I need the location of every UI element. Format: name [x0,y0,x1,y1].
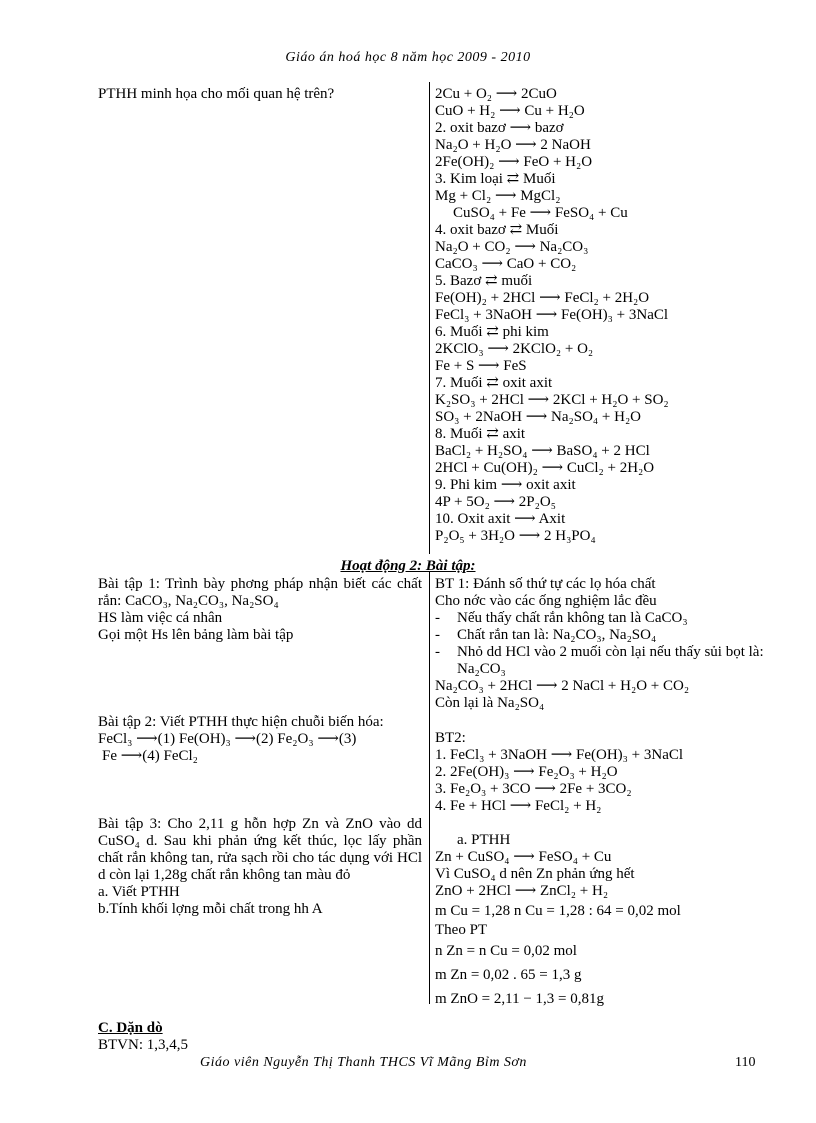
relation-heading: 3. Kim loại ⇄ Muối [435,171,556,187]
relation-heading: 5. Bazơ ⇄ muối [435,273,533,289]
ex3-calc: m Zn = 0,02 . 65 = 1,3 g [435,967,582,983]
ex1-bullet-text: Nhỏ dd HCl vào 2 muối còn lại nếu thấy sủi bọt là: Na₂CO₃ [457,644,764,677]
ex3-left [98,816,422,918]
ex3-equation: ZnO + 2HCl ⟶ ZnCl₂ + H₂ [435,883,609,899]
part1-right [435,86,775,545]
part1-left [98,86,422,103]
equation-line: BaCl₂ + H₂SO₄ ⟶ BaSO₄ + 2 HCl [435,443,650,459]
equation-line: K₂SO₃ + 2HCl ⟶ 2KCl + H₂O + SO₂ [435,392,669,408]
ex3-step: Vì CuSO₄ d nên Zn phản ứng hết [435,866,635,882]
ex1-note: Gọi một Hs lên bảng làm bài tập [98,627,294,643]
part1-question: PTHH minh họa cho mối quan hệ trên? [98,86,335,102]
ex1-bullet: - Nhỏ dd HCl vào 2 muối còn lại nếu thấy sủi bọt là: Na₂CO₃ [435,644,775,678]
ex3-calc: m ZnO = 2,11 − 1,3 = 0,81g [435,991,604,1007]
ex1-bullet: - Chất rắn tan là: Na₂CO₃, Na₂SO₄ [435,627,657,643]
ex1-left [98,576,422,644]
relation-heading: 8. Muối ⇄ axit [435,426,526,442]
ex3-question: Bài tập 3: Cho 2,11 g hỗn hợp Zn và ZnO vào dd CuSO₄ d. Sau khi phản ứng kết thúc, lọc lấy phần chất rắn không tan, rửa sạch rồi cho tác dụng với HCl d còn lại 1,28g chất rắn không tan màu đỏ [98,816,422,883]
relation-heading: 10. Oxit axit ⟶ Axit [435,511,566,527]
ex1-right [435,576,775,712]
column-divider-top [429,82,430,554]
column-divider-bottom [429,572,430,1004]
ex1-bullet-text: Nếu thấy chất rắn không tan là CaCO₃ [457,610,688,626]
ex2-right [435,730,775,815]
equation-line: P₂O₅ + 3H₂O ⟶ 2 H₃PO₄ [435,528,596,544]
ex3-heading: a. PTHH [457,832,511,848]
equation-line: Mg + Cl₂ ⟶ MgCl₂ [435,188,561,204]
ex1-question: Bài tập 1: Trình bày phơng pháp nhận biết các chất rắn: CaCO₃, Na₂CO₃, Na₂SO₄ [98,576,422,609]
homework-title: C. Dặn dò [98,1020,163,1036]
ex1-step: Cho nớc vào các ống nghiệm lắc đều [435,593,657,609]
relation-heading: 2. oxit bazơ ⟶ bazơ [435,120,564,136]
homework-text: BTVN: 1,3,4,5 [98,1037,188,1053]
relation-heading: 7. Muối ⇄ oxit axit [435,375,553,391]
section-title: Hoạt động 2: Bài tập: [340,558,476,574]
relation-heading: 9. Phi kim ⟶ oxit axit [435,477,576,493]
homework-block [98,1020,188,1054]
ex1-bullet: - Nếu thấy chất rắn không tan là CaCO₃ [435,610,688,626]
ex3-step: Theo PT [435,922,488,938]
equation-line: Fe + S ⟶ FeS [435,358,527,374]
ex3-calc: m Cu = 1,28 n Cu = 1,28 : 64 = 0,02 mol [435,903,681,919]
ex1-bullet-text: Chất rắn tan là: Na₂CO₃, Na₂SO₄ [457,627,657,643]
equation-line: 2Fe(OH)₂ ⟶ FeO + H₂O [435,154,593,170]
ex2-left [98,714,422,765]
relation-heading: 4. oxit bazơ ⇄ Muối [435,222,559,238]
ex3-equation: Zn + CuSO₄ ⟶ FeSO₄ + Cu [435,849,612,865]
ex2-chain: Fe ⟶(4) FeCl₂ [102,748,198,764]
equation-line: CaCO₃ ⟶ CaO + CO₂ [435,256,577,272]
equation-line: 2HCl + Cu(OH)₂ ⟶ CuCl₂ + 2H₂O [435,460,655,476]
ex2-heading: BT2: [435,730,466,746]
ex2-equation: 2. 2Fe(OH)₃ ⟶ Fe₂O₃ + H₂O [435,764,618,780]
ex2-chain: FeCl₃ ⟶(1) Fe(OH)₃ ⟶(2) Fe₂O₃ ⟶(3) [98,731,357,747]
ex2-equation: 4. Fe + HCl ⟶ FeCl₂ + H₂ [435,798,602,814]
equation-line: CuSO₄ + Fe ⟶ FeSO₄ + Cu [453,205,628,221]
relation-heading: 6. Muối ⇄ phi kim [435,324,549,340]
ex3-right [435,832,775,1011]
equation-line: 4P + 5O₂ ⟶ 2P₂O₅ [435,494,556,510]
equation-line: Na₂O + CO₂ ⟶ Na₂CO₃ [435,239,589,255]
equation-line: SO₃ + 2NaOH ⟶ Na₂SO₄ + H₂O [435,409,642,425]
ex2-equation: 3. Fe₂O₃ + 3CO ⟶ 2Fe + 3CO₂ [435,781,632,797]
equation-line: CuO + H₂ ⟶ Cu + H₂O [435,103,585,119]
ex3-task: b.Tính khối lợng mỗi chất trong hh A [98,901,323,917]
ex2-equation: 1. FeCl₃ + 3NaOH ⟶ Fe(OH)₃ + 3NaCl [435,747,684,763]
ex1-step: Còn lại là Na₂SO₄ [435,695,545,711]
page-header: Giáo án hoá học 8 năm học 2009 - 2010 [285,50,531,65]
ex3-calc: n Zn = n Cu = 0,02 mol [435,943,577,959]
equation-line: Fe(OH)₂ + 2HCl ⟶ FeCl₂ + 2H₂O [435,290,650,306]
equation-line: 2KClO₃ ⟶ 2KClO₂ + O₂ [435,341,594,357]
ex1-note: HS làm việc cá nhân [98,610,223,626]
page-number: 110 [735,1055,756,1070]
equation-line: Na₂O + H₂O ⟶ 2 NaOH [435,137,591,153]
ex1-equation: Na₂CO₃ + 2HCl ⟶ 2 NaCl + H₂O + CO₂ [435,678,690,694]
ex3-task: a. Viết PTHH [98,884,180,900]
equation-line: FeCl₃ + 3NaOH ⟶ Fe(OH)₃ + 3NaCl [435,307,669,323]
ex2-question: Bài tập 2: Viết PTHH thực hiện chuỗi biến hóa: [98,714,384,730]
page-footer: Giáo viên Nguyễn Thị Thanh THCS Vĩ Mãng Bỉm Sơn [200,1055,527,1070]
equation-line: 2Cu + O₂ ⟶ 2CuO [435,86,557,102]
ex1-step: BT 1: Đánh số thứ tự các lọ hóa chất [435,576,656,592]
